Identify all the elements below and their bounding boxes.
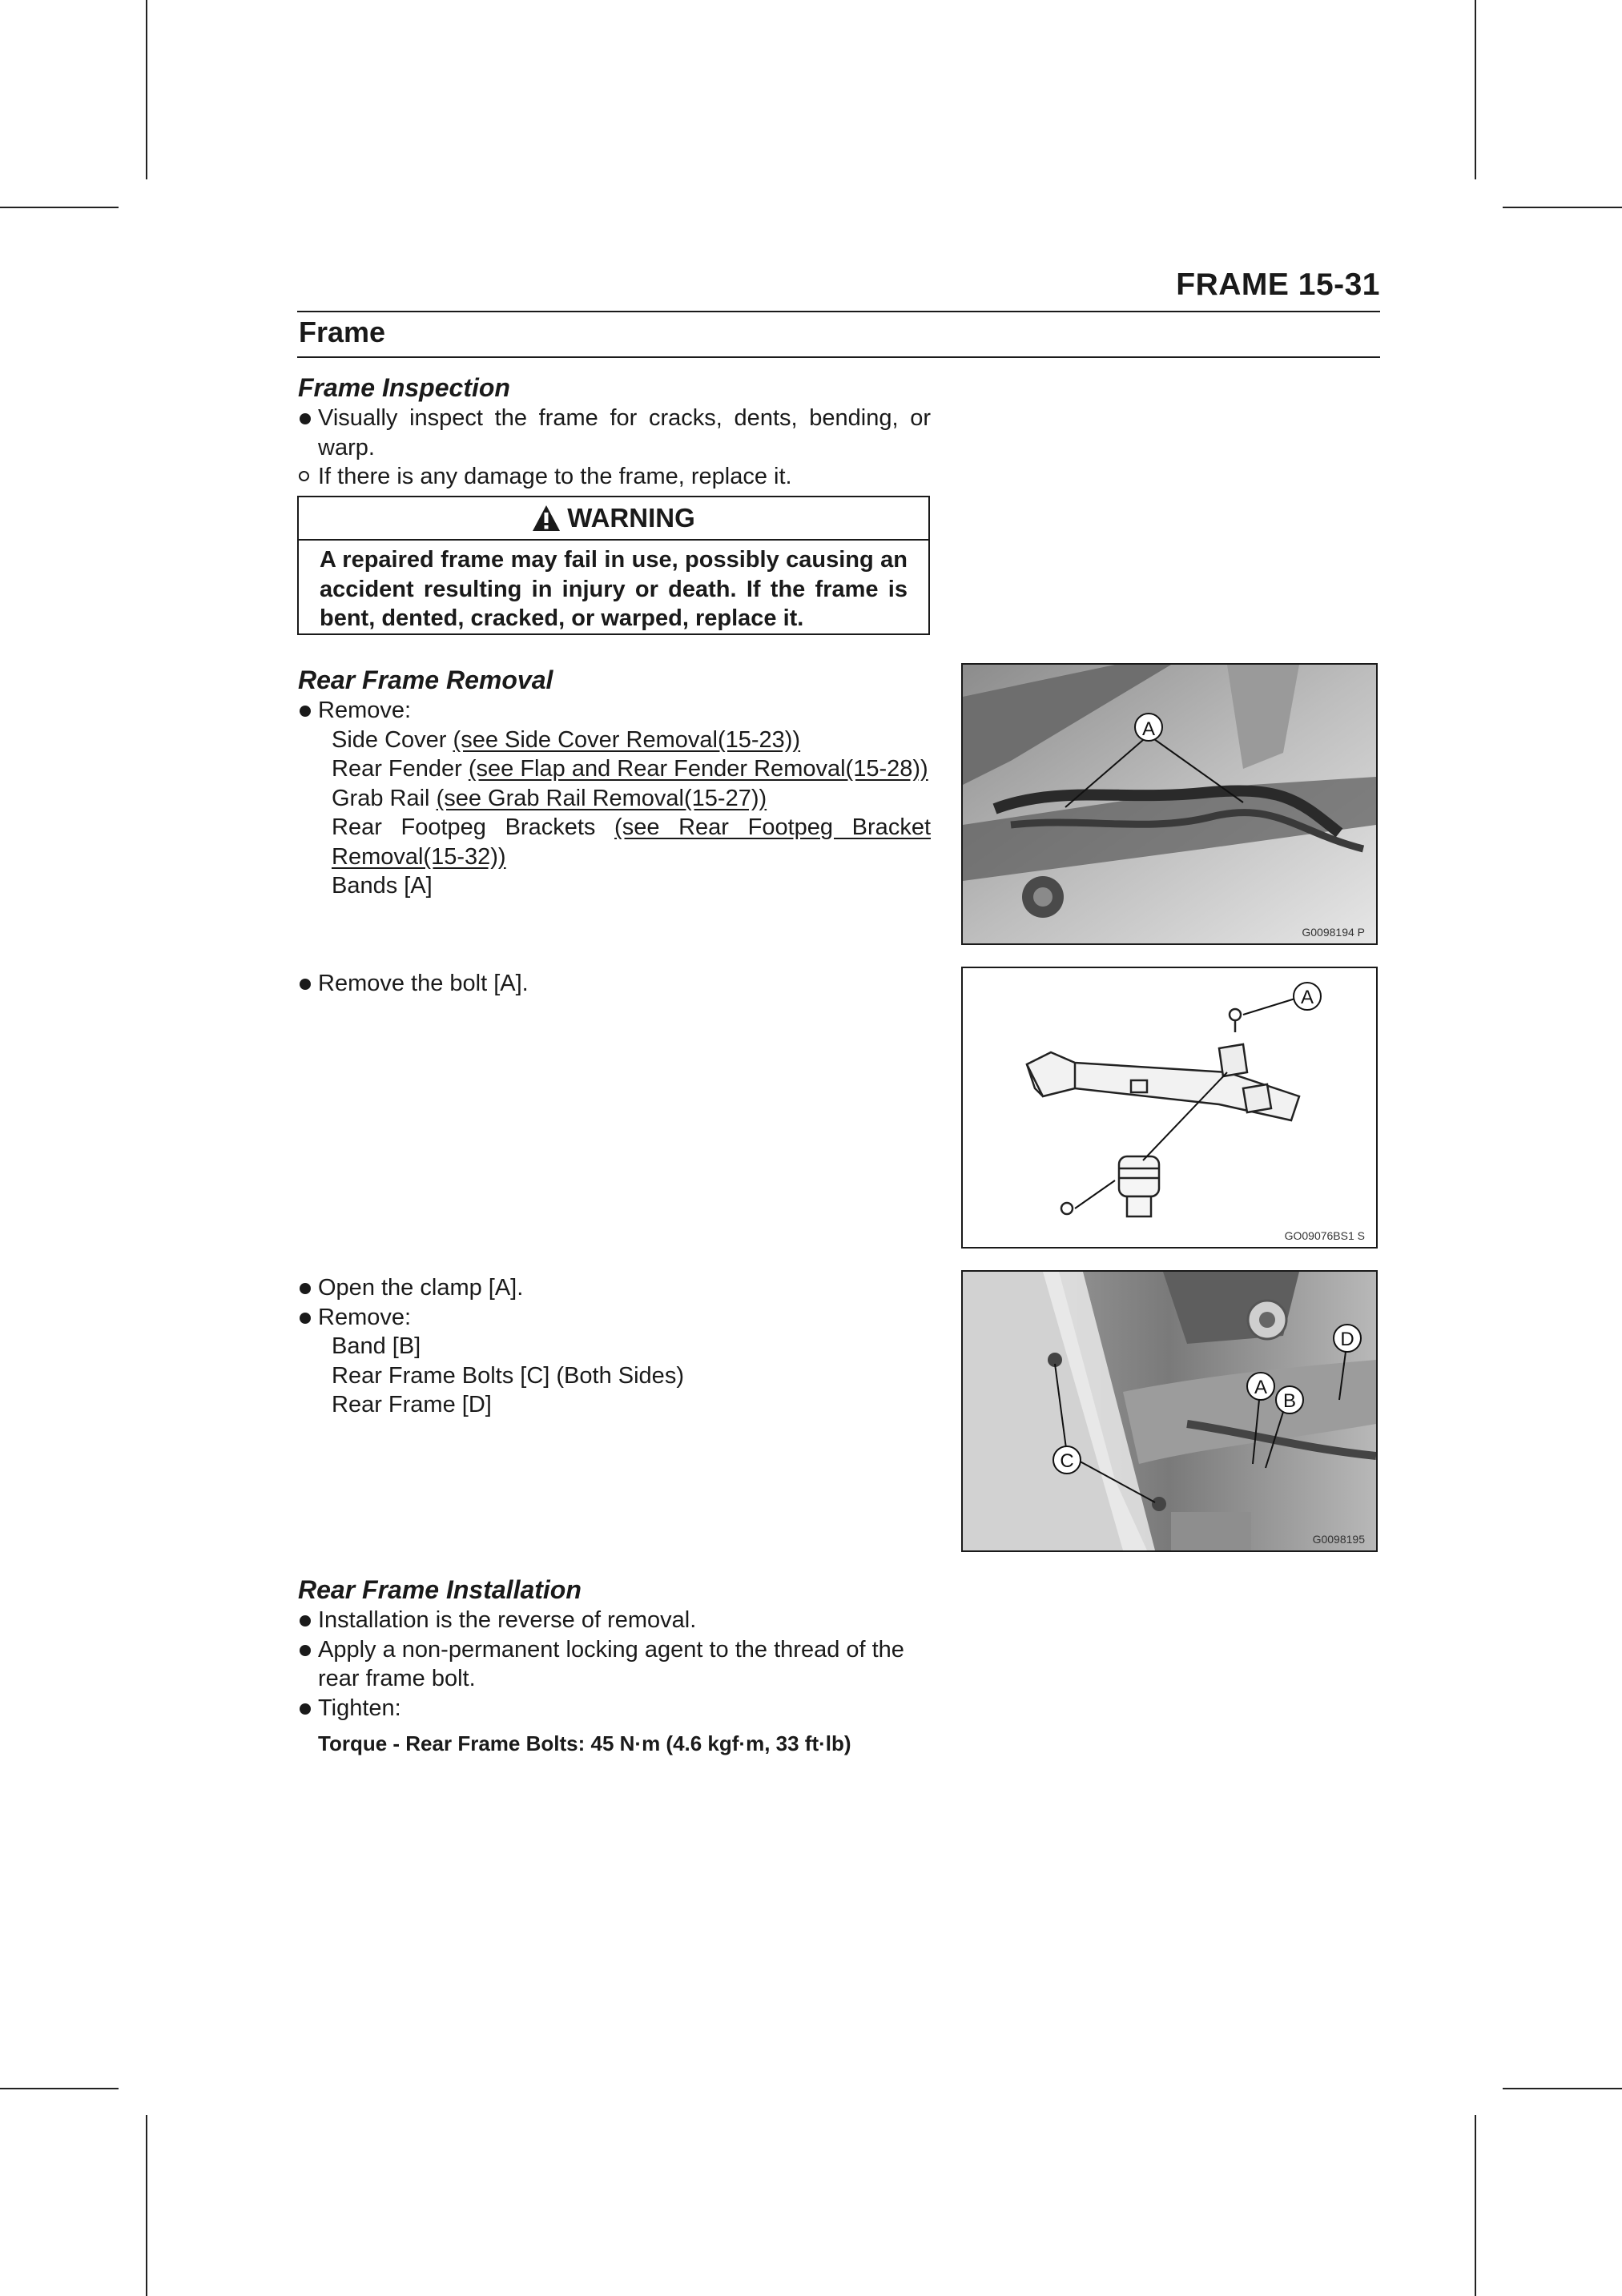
- figure-code: G0098194 P: [1302, 926, 1365, 939]
- figure-bolt-drawing: [961, 967, 1378, 1249]
- clamp-step-block: [298, 1273, 931, 1420]
- torque-label: Torque - Rear Frame Bolts:: [318, 1731, 586, 1755]
- inspection-note: If there is any damage to the frame, replace it.: [298, 462, 931, 492]
- inspection-bullet: Visually inspect the frame for cracks, dents, bending, or warp.: [298, 404, 931, 462]
- callout-a: A: [1141, 718, 1156, 740]
- remove-bullet-2: Remove:: [298, 1303, 931, 1333]
- remove-item-band-b: Band [B]: [332, 1333, 421, 1359]
- crop-mark: [146, 0, 147, 179]
- rear-frame-removal-heading: Rear Frame Removal: [298, 665, 553, 694]
- torque-value: 45 N·m (4.6 kgf·m, 33 ft·lb): [590, 1731, 851, 1755]
- callout-a: A: [1300, 987, 1314, 1008]
- remove-item-grab-rail: [298, 784, 931, 814]
- grab-rail-link[interactable]: (see Grab Rail Removal(15-27)): [436, 785, 767, 811]
- remove-item-side-cover: [298, 726, 931, 755]
- remove-item-bolts-c: Rear Frame Bolts [C] (Both Sides): [332, 1362, 684, 1389]
- page-header: FRAME 15-31: [1176, 267, 1380, 302]
- footpeg-link[interactable]: (see Rear Footpeg Bracket Removal(15-32)): [332, 814, 931, 870]
- crop-mark: [0, 2088, 119, 2089]
- callout-c: C: [1060, 1450, 1074, 1472]
- torque-spec: [298, 1729, 931, 1759]
- bolt-step-block: [298, 969, 931, 999]
- bolt-step: Remove the bolt [A].: [298, 969, 931, 999]
- crop-mark: [1475, 2115, 1476, 2296]
- installation-bullet-1: Installation is the reverse of removal.: [298, 1606, 931, 1635]
- item-label: Rear Footpeg Brackets: [332, 814, 596, 840]
- warning-box: [297, 496, 930, 635]
- section-title: Frame: [299, 316, 386, 348]
- item-label: Grab Rail: [332, 785, 430, 811]
- crop-mark: [0, 207, 119, 208]
- remove-item-frame-d: Rear Frame [D]: [332, 1392, 492, 1417]
- rear-fender-link[interactable]: (see Flap and Rear Fender Removal(15-28)): [468, 756, 928, 782]
- figure-code: GO09076BS1 S: [1284, 1229, 1365, 1242]
- rear-frame-installation-block: [298, 1574, 931, 1759]
- figure-bands-photo: [961, 663, 1378, 945]
- warning-title: WARNING: [567, 503, 695, 533]
- frame-inspection-heading: Frame Inspection: [298, 373, 510, 402]
- frame-photo-illustration: [963, 1272, 1376, 1550]
- bands-photo-illustration: [963, 665, 1376, 943]
- callout-a: A: [1254, 1377, 1268, 1398]
- callout-d: D: [1340, 1329, 1354, 1350]
- remove-item-rear-fender: [298, 754, 931, 784]
- crop-mark: [1475, 0, 1476, 179]
- item-label: Side Cover: [332, 726, 447, 753]
- remove-item-bands: Bands [A]: [332, 873, 433, 899]
- rear-frame-removal-block: [298, 664, 931, 901]
- figure-code: G0098195: [1312, 1533, 1365, 1546]
- crop-mark: [146, 2115, 147, 2296]
- side-cover-link[interactable]: (see Side Cover Removal(15-23)): [453, 726, 801, 753]
- installation-bullet-2: Apply a non-permanent locking agent to the thread of the rear frame bolt.: [298, 1635, 931, 1694]
- header-rule: [297, 311, 1380, 312]
- remove-item-footpeg: [298, 813, 931, 871]
- item-label: Rear Fender: [332, 756, 462, 782]
- warning-header: [299, 497, 928, 541]
- crop-mark: [1503, 2088, 1622, 2089]
- rear-frame-installation-heading: Rear Frame Installation: [298, 1575, 582, 1604]
- remove-bullet: Remove:: [298, 696, 931, 726]
- crop-mark: [1503, 207, 1622, 208]
- frame-inspection-block: [298, 372, 931, 492]
- installation-bullet-3: Tighten:: [298, 1694, 931, 1723]
- warning-text: A repaired frame may fail in use, possibly causing an accident resulting in injury or death. If the frame is bent, dented, cracked, or warped, replace it.: [320, 547, 908, 631]
- callout-b: B: [1282, 1390, 1297, 1412]
- figure-frame-photo: [961, 1270, 1378, 1552]
- warning-triangle-icon: [532, 505, 561, 532]
- section-rule: [297, 356, 1380, 358]
- clamp-step: Open the clamp [A].: [298, 1273, 931, 1303]
- bolt-drawing-illustration: [963, 968, 1376, 1247]
